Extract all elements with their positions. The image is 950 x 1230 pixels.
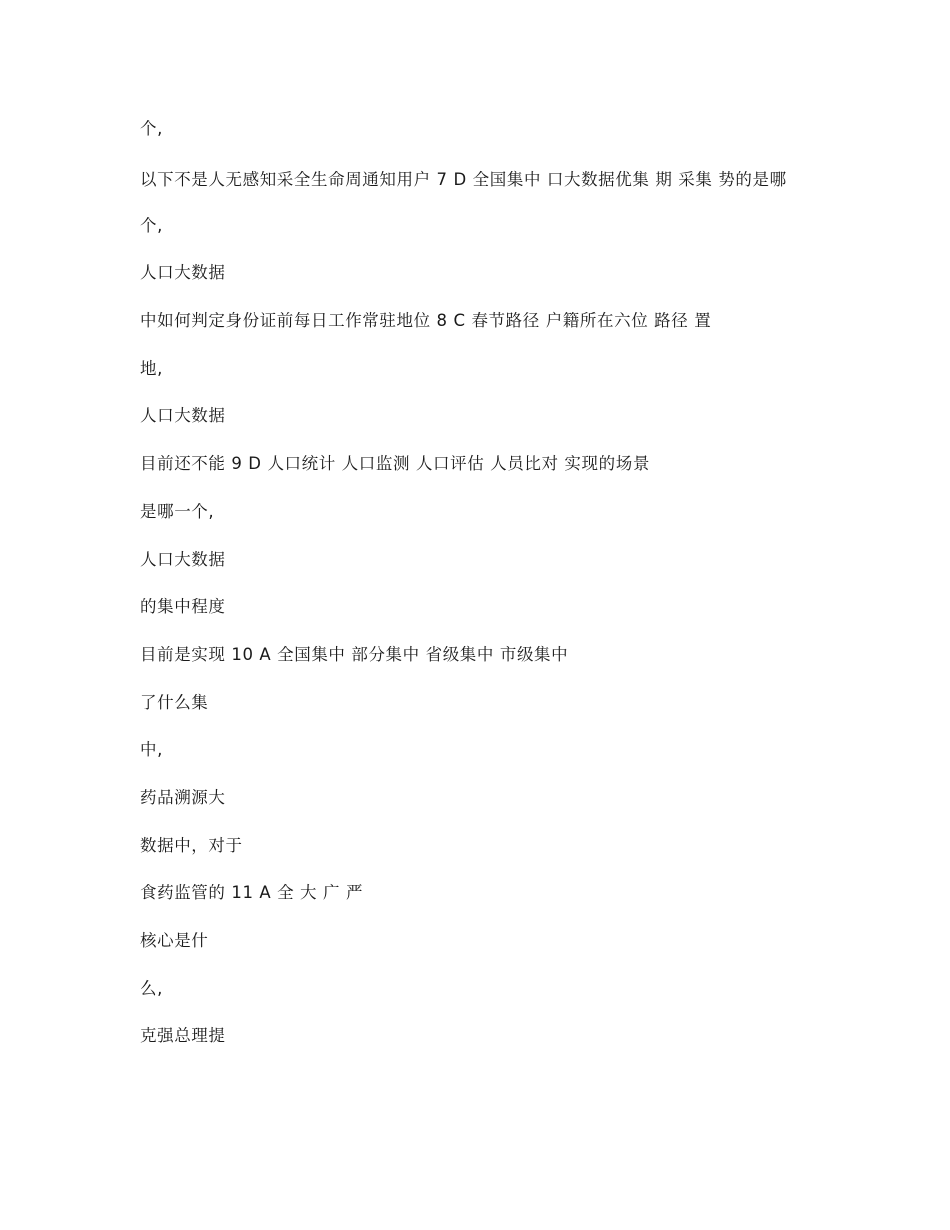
text-line: 克强总理提 [140,1026,226,1046]
text-line: 人口大数据 [140,263,226,283]
document-body [140,117,820,1072]
text-line: 以下不是人无感知采全生命周通知用户 7 D 全国集中 口大数据优集 期 采集 势的是哪 [140,169,787,189]
text-line: 地, [140,358,163,378]
text-line: 核心是什 [140,931,209,950]
text-line: 么, [140,978,163,998]
text-line: 中, [140,740,163,760]
text-line: 的集中程度 [140,597,226,617]
text-line: 是哪一个, [140,501,215,521]
text-line: 目前还不能 9 D 人口统计 人口监测 人口评估 人员比对 实现的场景 [140,454,650,474]
text-line: 数据中，对于 [140,835,243,855]
text-line: 了什么集 [140,692,209,712]
text-line: 食药监管的 11 A 全 大 广 严 [140,883,364,903]
text-line: 目前是实现 10 A 全国集中 部分集中 省级集中 市级集中 [140,644,569,664]
text-line: 人口大数据 [140,549,226,569]
text-line: 个, [140,119,163,138]
text-line: 个, [140,215,163,235]
text-line: 药品溯源大 [140,787,226,807]
text-line: 人口大数据 [140,406,226,426]
text-line: 中如何判定身份证前每日工作常驻地位 8 C 春节路径 户籍所在六位 路径 置 [140,311,712,331]
